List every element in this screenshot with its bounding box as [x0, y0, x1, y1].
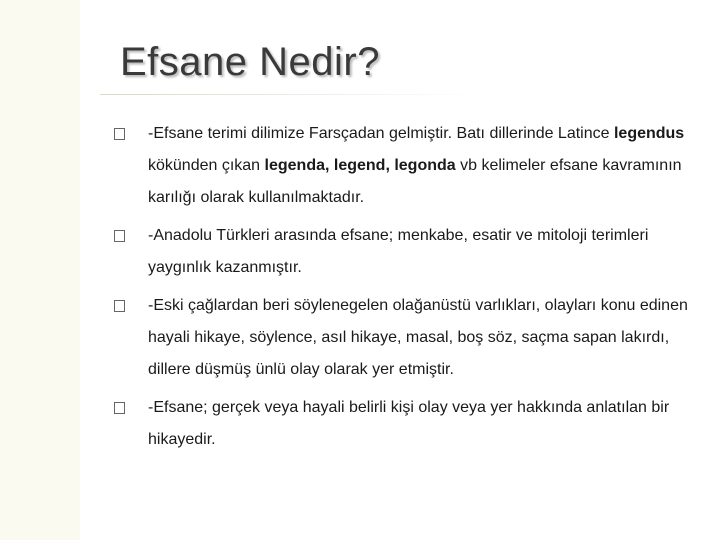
bullet-text-bold: legenda, legend, legonda [264, 157, 456, 174]
square-bullet-icon [114, 128, 125, 140]
bullet-item [114, 118, 704, 214]
left-decorative-band [0, 0, 80, 540]
bullet-text-part: -Efsane terimi dilimize Farsçadan gelmiştir. Batı dillerinde Latince [148, 125, 614, 142]
bullet-text-part: kökünden çıkan [148, 157, 265, 174]
bullet-item [114, 220, 704, 284]
bullet-text-bold: legendus [613, 125, 685, 142]
slide-title: Efsane Nedir? [120, 40, 380, 84]
bullet-text-part: vb kelimeler efsane kavramının karılığı olarak kullanılmaktadır. [148, 157, 682, 206]
bullet-text: -Eski çağlardan beri söylenegelen olağanüstü varlıkları, olayları konu edinen hayali hikaye, söylence, asıl hikaye, masal, boş söz, saçma sapan lakırdı, dillere düşmüş ünlü olay olarak yer etmiştir. [148, 297, 688, 378]
bullet-list [114, 118, 704, 462]
bullet-item [114, 290, 704, 386]
bullet-text [148, 125, 684, 206]
square-bullet-icon [114, 300, 125, 312]
bullet-text: -Anadolu Türkleri arasında efsane; menkabe, esatir ve mitoloji terimleri yaygınlık kazanmıştır. [148, 227, 649, 276]
bullet-text: -Efsane; gerçek veya hayali belirli kişi olay veya yer hakkında anlatılan bir hikayedir. [148, 399, 670, 448]
square-bullet-icon [114, 230, 125, 242]
square-bullet-icon [114, 402, 125, 414]
bullet-item [114, 392, 704, 456]
title-divider [100, 94, 480, 95]
